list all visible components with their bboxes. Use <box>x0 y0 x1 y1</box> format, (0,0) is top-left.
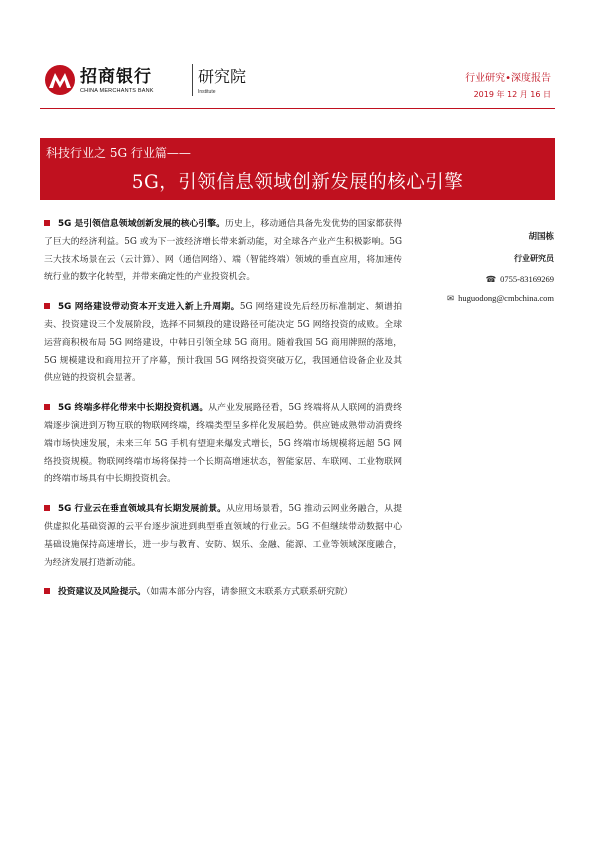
paragraph-body: 5G 网络建设先后经历标准制定、频谱拍卖、投资建设三个发展阶段，选择不同频段的建设路径可能决定 5G 网络投资的成败。全球运营商积极布局 5G 网络建设，中韩日引领全球 5G 商用。随着我国 5G 商用牌照的落地，5G 规模建设和商用拉开了序幕，预计我国 5G 网络投资突破万亿，我国通信设备企业及其供应链的投资机会显著。 <box>44 302 403 384</box>
report-date: 2019 年 12 月 16 日 <box>473 90 551 99</box>
paragraph-body: 从产业发展路径看，5G 终端将从人联网的消费终端逐步演进到万物互联的物联网终端，终端类型呈多样化发展趋势。供应链成熟带动消费终端市场快速发展，未来三年 5G 手机有望迎来爆发式增长，5G 终端市场规模将远超 5G 网络投资规模。物联网终端市场将保持一个长期高增速状态，智能家居、车联网、工业物联网的终端市场具有中长期投资机会。 <box>44 403 403 485</box>
analyst-info <box>412 218 554 304</box>
summary-paragraph <box>44 400 402 489</box>
paragraph-heading: 5G 终端多样化带来中长期投资机遇。 <box>58 403 209 414</box>
report-type: 行业研究•深度报告 <box>465 73 551 84</box>
summary-paragraph <box>44 299 402 388</box>
summary-paragraph <box>44 501 402 572</box>
logo-text-en: CHINA MERCHANTS BANK <box>80 88 154 94</box>
series-title: 科技行业之 5G 行业篇—— <box>46 146 191 160</box>
analyst-name: 胡国栋 <box>528 232 554 242</box>
summary-paragraph <box>44 216 402 287</box>
phone-icon: ☎ <box>485 274 497 284</box>
analyst-title: 行业研究员 <box>514 254 554 263</box>
analyst-phone <box>412 274 554 285</box>
paragraph-heading: 5G 是引领信息领域创新发展的核心引擎。 <box>58 219 225 229</box>
paragraph-heading: 5G 网络建设带动资本开支进入新上升周期。 <box>58 302 240 313</box>
title-banner <box>40 138 555 200</box>
paragraph-heading: 投资建议及风险提示。 <box>58 587 146 598</box>
bullet-square-icon <box>44 303 50 309</box>
email-icon: ✉ <box>446 293 455 303</box>
bullet-square-icon <box>44 505 50 511</box>
paragraph-body: 从应用场景看，5G 推动云网业务融合，从提供虚拟化基础资源的云平台逐步演进到典型垂直领域的行业云。5G 不但继续带动数据中心基础设施保持高速增长，进一步与教育、安防、娱乐、金融、能源、工业等领域深度融合，为经济发展打造新动能。 <box>44 504 402 568</box>
bullet-square-icon <box>44 404 50 410</box>
analyst-email[interactable] <box>412 293 554 304</box>
report-title: 5G，引领信息领域创新发展的核心引擎 <box>131 172 464 193</box>
paragraph-body: 历史上，移动通信具备先发优势的国家都获得了巨大的经济利益。5G 或为下一波经济增长带来新动能，对全球各产业产生积极影响。5G 三大技术场景在云（云计算）、网（通信网络）、端（智能终端）领域的垂直应用，将加速传统行业的数字化转型，并带来确定性的产业投资机会。 <box>44 219 402 283</box>
summary-paragraph <box>44 584 402 602</box>
header-divider <box>40 108 555 109</box>
summary-content <box>44 216 402 614</box>
cmb-logo-icon <box>44 64 76 96</box>
paragraph-body: （如需本部分内容，请参照文末联系方式联系研究院） <box>145 587 353 598</box>
phone-number: 0755-83169269 <box>500 274 554 284</box>
bullet-square-icon <box>44 588 50 594</box>
logo-divider <box>192 64 193 96</box>
bullet-square-icon <box>44 220 50 226</box>
institute-name: 研究院 <box>198 67 247 86</box>
paragraph-heading: 5G 行业云在垂直领域具有长期发展前景。 <box>58 504 227 515</box>
logo-text-cn: 招商银行 <box>80 67 152 87</box>
header-logo <box>44 62 247 104</box>
institute-name-en: Institute <box>198 89 216 95</box>
email-address[interactable]: huguodong@cmbchina.com <box>458 293 554 303</box>
